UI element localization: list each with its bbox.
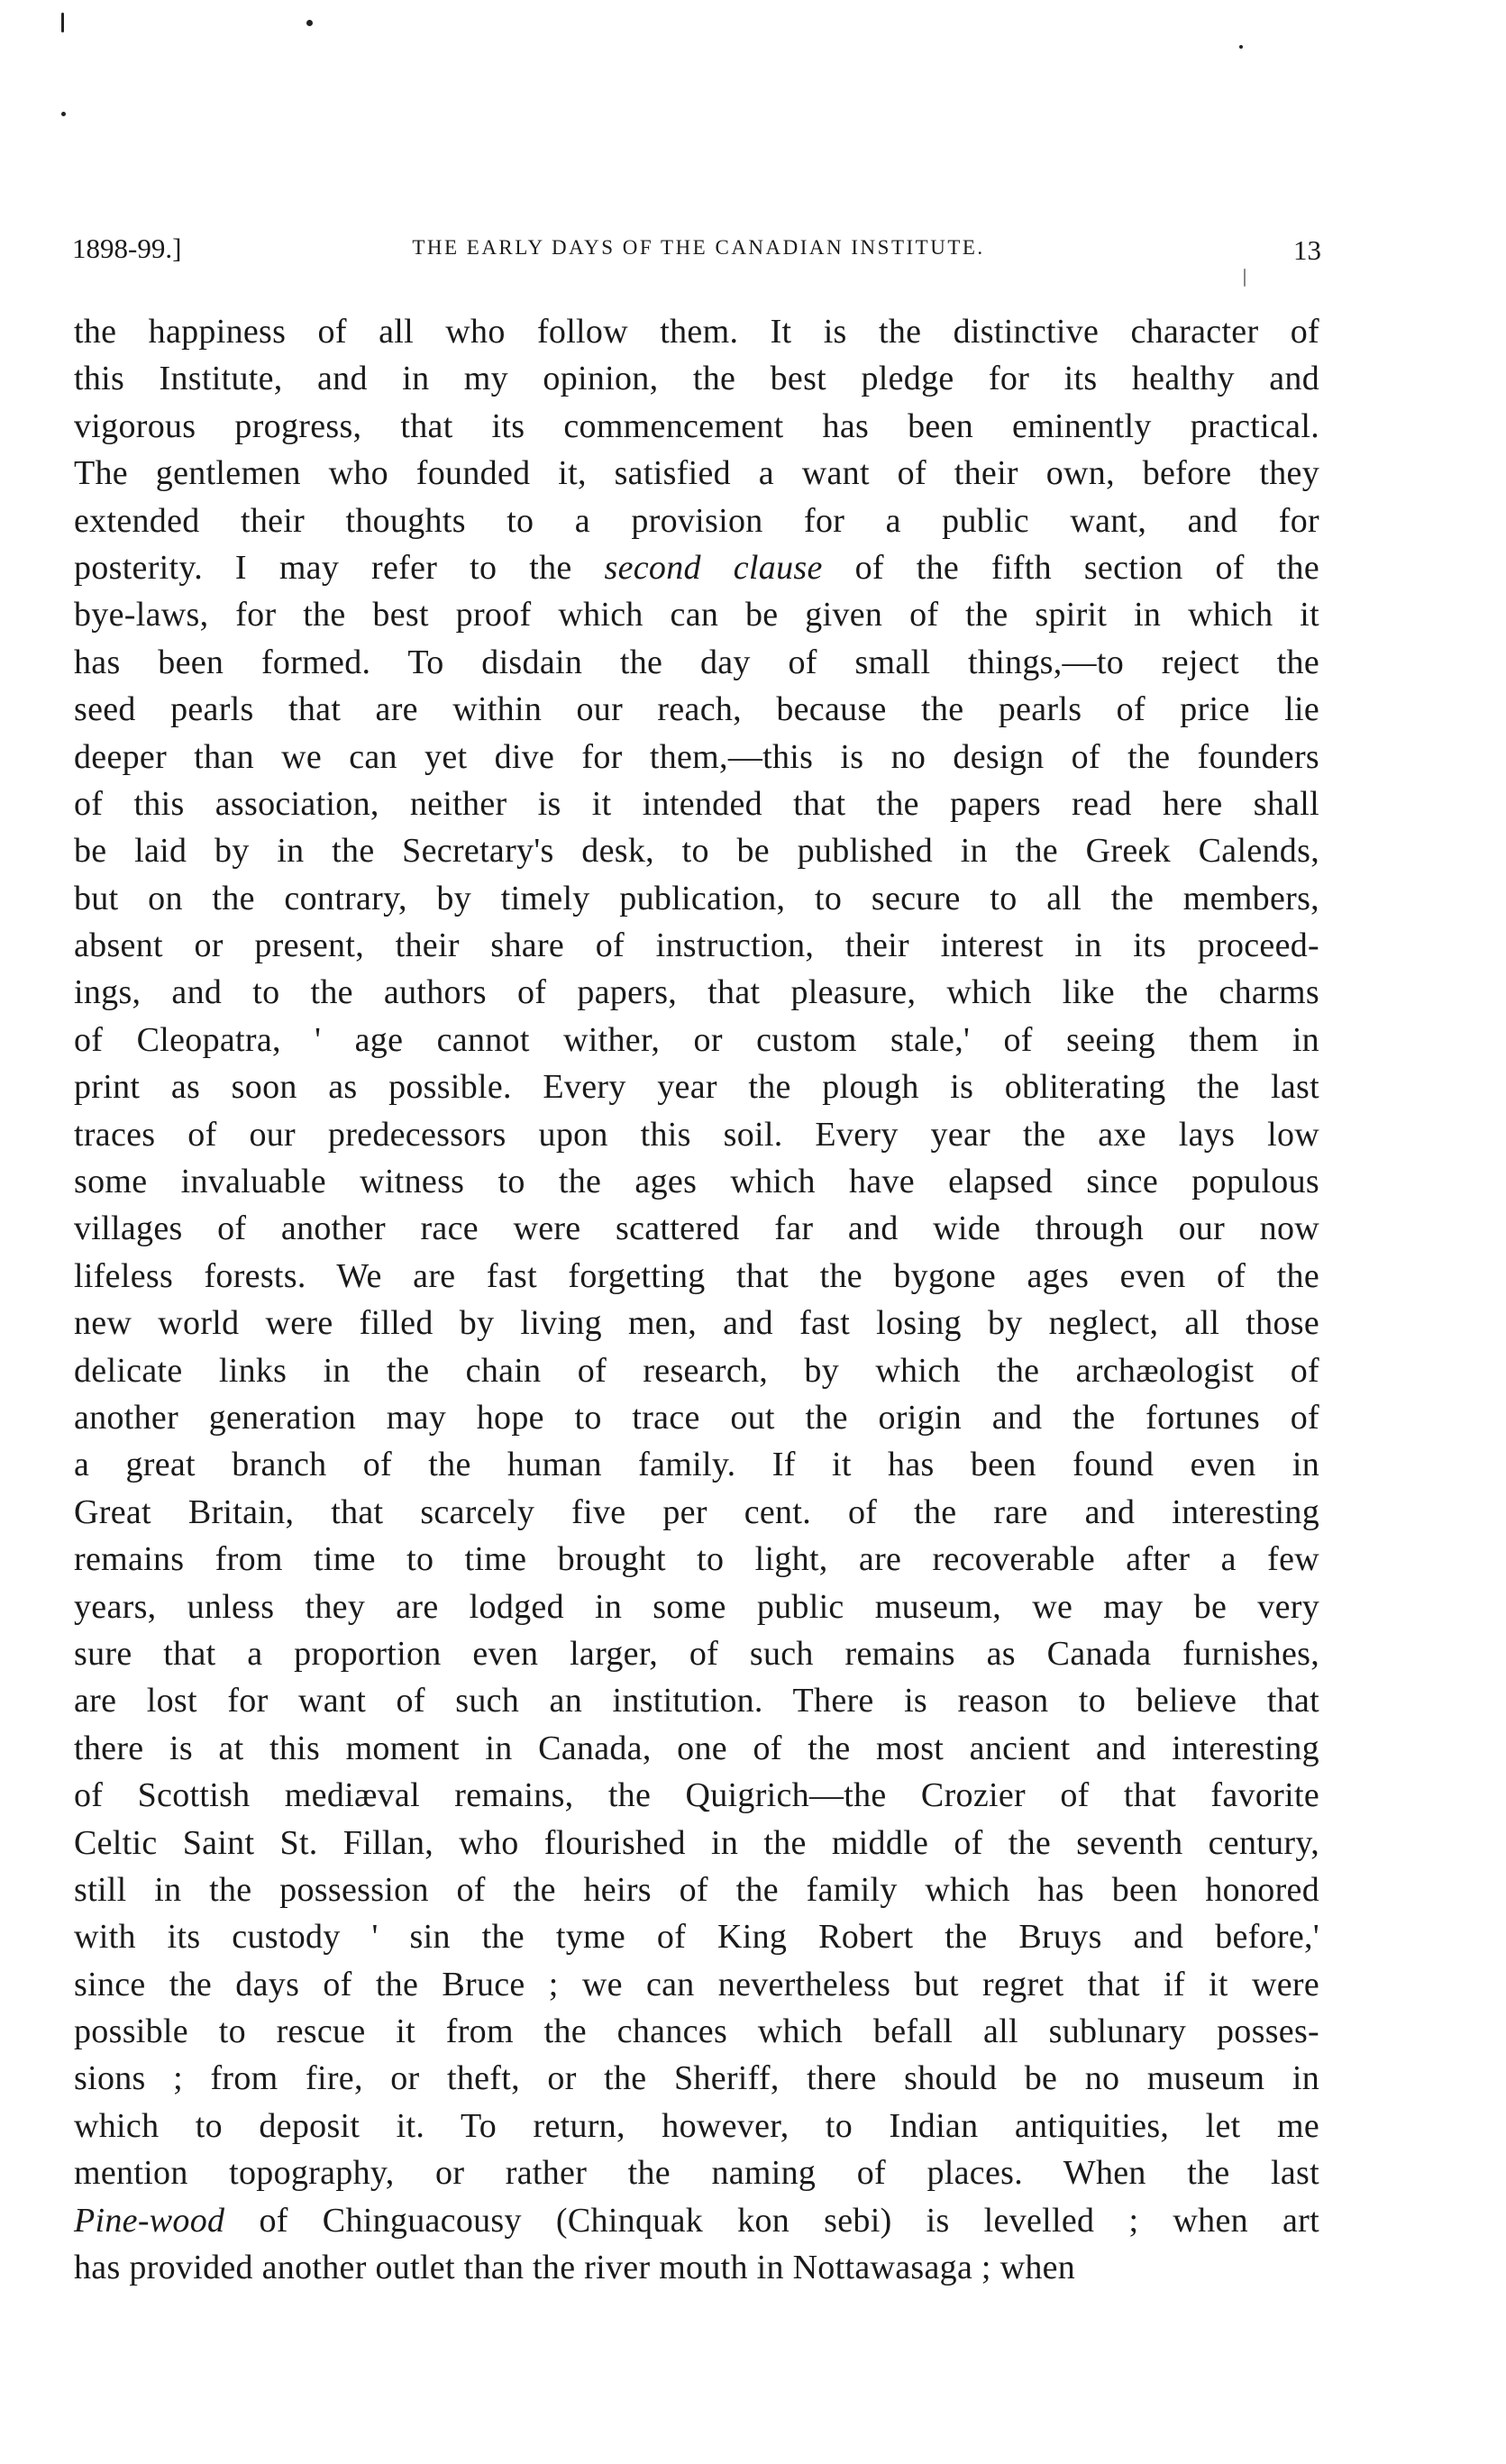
text-line: are lost for want of such an institution. There is reason to believe that <box>74 1682 1319 1720</box>
text-line: of Cleopatra, ' age cannot wither, or custom stale,' of seeing them in <box>74 1020 1319 1059</box>
text-line: some invaluable witness to the ages which have elapsed since populous <box>74 1163 1319 1201</box>
text-line: of this association, neither is it intended that the papers read here shall <box>74 784 1319 823</box>
text-line: which to deposit it. To return, however, to Indian antiquities, let me <box>74 2106 1319 2145</box>
text-line: bye-laws, for the best proof which can be given of the spirit in which it <box>74 596 1319 634</box>
text-line: traces of our predecessors upon this soil. Every year the axe lays low <box>74 1115 1319 1154</box>
text-line: be laid by in the Secretary's desk, to be published in the Greek Calends, <box>74 832 1319 871</box>
running-header <box>72 233 1325 269</box>
text-line: has been formed. To disdain the day of small things,—to reject the <box>74 643 1319 681</box>
text-line: but on the contrary, by timely publication, to secure to all the members, <box>74 879 1319 917</box>
text-line: extended their thoughts to a provision for a public want, and for <box>74 501 1319 540</box>
scan-speck <box>306 20 313 26</box>
page-number: 13 <box>1293 234 1321 266</box>
text-line: this Institute, and in my opinion, the best pledge for its healthy and <box>74 360 1319 398</box>
text-line: seed pearls that are within our reach, because the pearls of price lie <box>74 690 1319 729</box>
text-line: remains from time to time brought to light, are recoverable after a few <box>74 1540 1319 1579</box>
text-line: another generation may hope to trace out the origin and the fortunes of <box>74 1398 1319 1437</box>
text-line: Pine-wood of Chinguacousy (Chinquak kon sebi) is levelled ; when art <box>74 2201 1319 2240</box>
italic-phrase: Pine-wood <box>74 2201 225 2240</box>
text-line: mention topography, or rather the naming of places. When the last <box>74 2154 1319 2193</box>
text-line: delicate links in the chain of research, by which the archæologist of <box>74 1351 1319 1390</box>
text-line: vigorous progress, that its commencement has been eminently practical. <box>74 406 1319 445</box>
text-line: deeper than we can yet dive for them,—this is no design of the founders <box>74 737 1319 776</box>
text-line: possible to rescue it from the chances which befall all sublunary posses- <box>74 2012 1319 2051</box>
text-line: sions ; from fire, or theft, or the Sheriff, there should be no museum in <box>74 2059 1319 2098</box>
header-title: THE EARLY DAYS OF THE CANADIAN INSTITUTE. <box>412 236 985 259</box>
text-line: ings, and to the authors of papers, that pleasure, which like the charms <box>74 973 1319 1012</box>
text-line: has provided another outlet than the river mouth in Nottawasaga ; when <box>74 2249 1076 2287</box>
text-line: posterity. I may refer to the second clause of the fifth section of the <box>74 548 1319 587</box>
text-line: still in the possession of the heirs of the family which has been honored <box>74 1870 1319 1909</box>
scan-speck <box>1244 269 1246 287</box>
body-text <box>74 308 1319 2291</box>
scan-speck <box>61 13 64 32</box>
text-line: print as soon as possible. Every year the plough is obliterating the last <box>74 1068 1319 1107</box>
text-line: of Scottish mediæval remains, the Quigrich—the Crozier of that favorite <box>74 1776 1319 1815</box>
text-line: with its custody ' sin the tyme of King Robert the Bruys and before,' <box>74 1918 1319 1957</box>
text-line: years, unless they are lodged in some public museum, we may be very <box>74 1587 1319 1626</box>
scan-speck <box>1239 45 1243 49</box>
text-line: since the days of the Bruce ; we can nevertheless but regret that if it were <box>74 1965 1319 2003</box>
text-line: Celtic Saint St. Fillan, who flourished in the middle of the seventh century, <box>74 1823 1319 1862</box>
text-line: a great branch of the human family. If it has been found even in <box>74 1446 1319 1484</box>
italic-phrase: second clause <box>604 548 823 587</box>
text-line: lifeless forests. We are fast forgetting that the bygone ages even of the <box>74 1256 1319 1295</box>
header-year: 1898-99.] <box>72 233 182 264</box>
text-line: Great Britain, that scarcely five per cent. of the rare and interesting <box>74 1492 1319 1531</box>
text-line: new world were filled by living men, and fast losing by neglect, all those <box>74 1304 1319 1343</box>
text-line: the happiness of all who follow them. It is the distinctive character of <box>74 313 1319 351</box>
text-line: sure that a proportion even larger, of such remains as Canada furnishes, <box>74 1634 1319 1673</box>
scan-speck <box>61 112 66 116</box>
text-line: there is at this moment in Canada, one of the most ancient and interesting <box>74 1729 1319 1767</box>
text-line: absent or present, their share of instruction, their interest in its proceed- <box>74 926 1319 965</box>
text-line: The gentlemen who founded it, satisfied a want of their own, before they <box>74 454 1319 493</box>
text-line: villages of another race were scattered far and wide through our now <box>74 1209 1319 1248</box>
